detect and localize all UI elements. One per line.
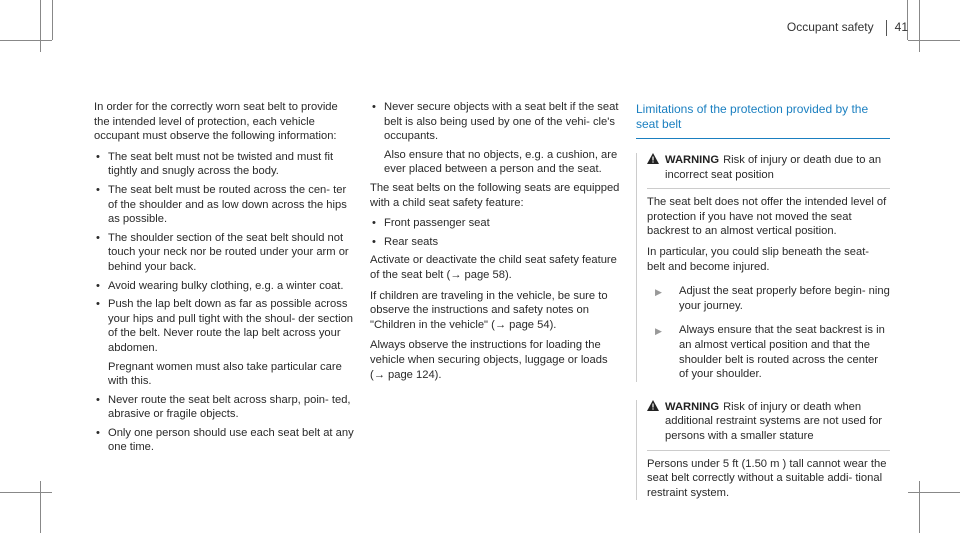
- paragraph-page-ref: If children are traveling in the vehicle, be sure to observe the instructions and safety notes on "Children in the vehicle" (→ page 54).: [370, 289, 608, 331]
- action-step: ▶ Adjust the seat properly before begin- ning your journey.: [647, 284, 890, 313]
- page-header: [787, 20, 908, 36]
- bullet-icon: •: [372, 217, 376, 230]
- header-divider: [886, 20, 887, 36]
- bullet-icon: •: [96, 279, 100, 292]
- warning-header: [647, 153, 890, 189]
- section-title: Occupant safety: [786, 20, 874, 34]
- bullet-list: [370, 100, 622, 177]
- warning-triangle-icon: [647, 153, 665, 169]
- crop-mark: [52, 0, 53, 40]
- crop-mark: [919, 481, 920, 533]
- action-step: ▶ Always ensure that the seat backrest is in an almost vertical position and that the shoulder belt is routed across the center of your shoulder.: [647, 323, 890, 381]
- list-item: • Never secure objects with a seat belt if the seat belt is also being used by one of the vehi- cle's occupants. Also ensure that no objects, e.g. a cushion, are ever placed between a person and the seat.: [370, 100, 622, 177]
- list-item: • Never route the seat belt across sharp, poin- ted, abrasive or fragile objects.: [96, 393, 351, 421]
- warning-box: [636, 153, 890, 382]
- bullet-icon: •: [372, 101, 376, 113]
- warning-header: [647, 400, 890, 451]
- list-item: • Only one person should use each seat belt at any one time.: [96, 426, 354, 454]
- warning-body: The seat belt does not offer the intended level of protection if you have not moved the seat backrest to an almost vertical position.: [647, 196, 887, 238]
- bullet-list: [94, 150, 356, 455]
- paragraph-page-ref: Activate or deactivate the child seat safety feature of the seat belt (→ page 58).: [370, 254, 617, 281]
- warning-heading: WARNING Risk of injury or death when additional restraint systems are not used for persons with a smaller stature: [665, 400, 883, 442]
- crop-mark: [908, 492, 960, 493]
- step-arrow-icon: ▶: [655, 326, 662, 337]
- list-item: • Push the lap belt down as far as possible across your hips and pull tight with the shoul- der section of the belt. Never route the lap belt across your abdomen. Pregnant women must also take particular care with this.: [94, 297, 356, 389]
- list-item: • The shoulder section of the seat belt should not touch your neck nor be routed under your arm or behind your back.: [96, 231, 349, 273]
- crop-mark: [40, 0, 41, 52]
- bullet-subtext: Also ensure that no objects, e.g. a cushion, are ever placed between a person and the seat.: [384, 148, 618, 176]
- warning-box: [636, 400, 890, 501]
- warning-heading: WARNING Risk of injury or death due to an incorrect seat position: [665, 154, 882, 181]
- crop-mark: [908, 40, 960, 41]
- intro-paragraph: In order for the correctly worn seat belt to provide the intended level of protection, each vehicle occupant must observe the following information:: [94, 101, 338, 143]
- warning-label: WARNING: [665, 400, 720, 413]
- bullet-icon: •: [96, 231, 100, 244]
- bullet-icon: •: [96, 393, 100, 406]
- column-2: [370, 100, 622, 388]
- bullet-icon: •: [96, 426, 100, 439]
- warning-body: In particular, you could slip beneath the seat- belt and become injured.: [647, 245, 870, 273]
- step-arrow-icon: ▶: [655, 287, 662, 298]
- list-item: • The seat belt must not be twisted and must fit tightly and snugly across the body.: [96, 150, 334, 178]
- column-1: [94, 100, 356, 459]
- paragraph-page-ref: Always observe the instructions for loading the vehicle when securing objects, luggage or loads (→ page 124).: [370, 339, 608, 381]
- column-3: [636, 102, 890, 518]
- warning-label: WARNING: [665, 154, 720, 166]
- section-heading: Limitations of the protection provided by the seat belt: [636, 102, 890, 139]
- crop-mark: [40, 481, 41, 533]
- seat-list: [370, 216, 622, 249]
- pregnant-note: Pregnant women must also take particular care with this.: [108, 360, 342, 388]
- list-item: • Rear seats: [372, 235, 439, 248]
- bullet-icon: •: [96, 183, 100, 196]
- bullet-icon: •: [372, 235, 376, 248]
- warning-body: Persons under 5 ft (1.50 m ) tall cannot wear the seat belt correctly without a suitable addi- tional restraint system.: [647, 457, 887, 499]
- bullet-icon: •: [96, 298, 100, 311]
- bullet-icon: •: [96, 150, 100, 163]
- paragraph: The seat belts on the following seats are equipped with a child seat safety feature:: [370, 181, 620, 209]
- warning-triangle-icon: [647, 400, 665, 416]
- crop-mark: [919, 0, 920, 52]
- crop-mark: [0, 492, 52, 493]
- page-number: 41: [894, 20, 908, 34]
- list-item: • Front passenger seat: [372, 217, 490, 230]
- crop-mark: [0, 40, 52, 41]
- list-item: • The seat belt must be routed across the cen- ter of the shoulder and as low down across the hips as possible.: [96, 183, 347, 226]
- list-item: • Avoid wearing bulky clothing, e.g. a winter coat.: [96, 279, 344, 292]
